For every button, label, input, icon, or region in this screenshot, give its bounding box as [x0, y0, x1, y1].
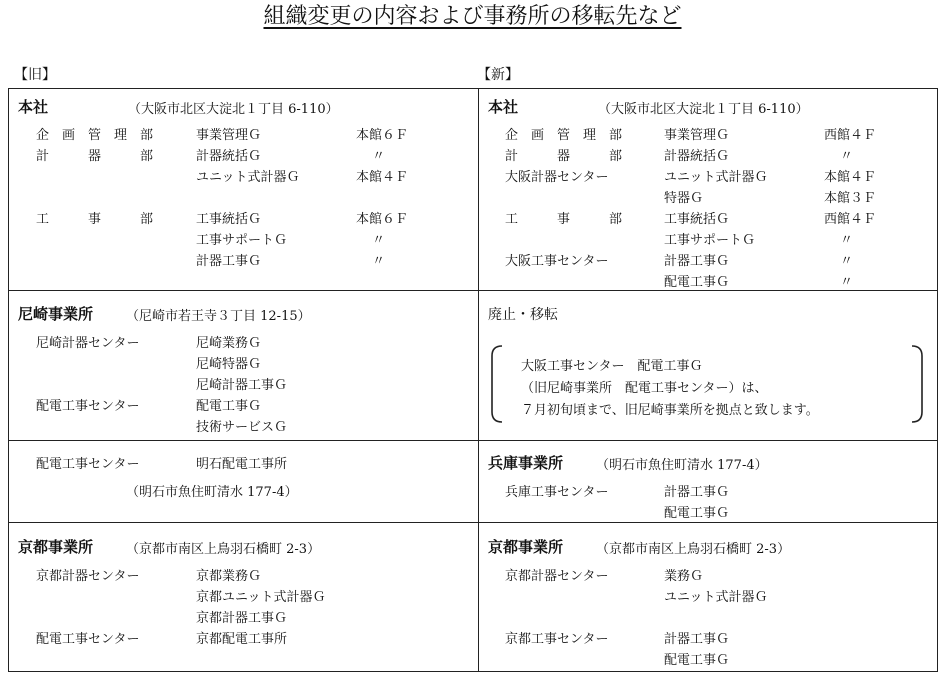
old-kyoto-group: 京都計器工事Ｇ	[196, 611, 288, 626]
old-akashi-address: （明石市魚住町清水 177-4）	[126, 485, 298, 500]
new-honsha-group: 計器統括Ｇ	[664, 149, 730, 164]
new-honsha-group: 工事サポートＧ	[664, 233, 756, 248]
old-amagasaki-center: 配電工事センター	[36, 399, 140, 414]
old-honsha-group: 工事統括Ｇ	[196, 212, 262, 227]
old-honsha-dept: 企 画 管 理 部	[36, 128, 154, 143]
new-kyoto-center: 京都計器センター	[505, 569, 609, 584]
old-amagasaki-center: 尼崎計器センター	[36, 336, 140, 351]
new-honsha-location: 〃	[840, 233, 854, 248]
new-kyoto-center: 京都工事センター	[505, 632, 609, 647]
old-honsha-dept: 工 事 部	[36, 212, 154, 227]
old-amagasaki-group: 尼崎計器工事Ｇ	[196, 378, 288, 393]
new-honsha-location: 〃	[840, 149, 854, 164]
old-honsha-group: 事業管理Ｇ	[196, 128, 262, 143]
old-amagasaki-group: 尼崎業務Ｇ	[196, 336, 262, 351]
old-honsha-location: 本館６Ｆ	[356, 128, 409, 143]
row-divider-2	[8, 440, 938, 441]
new-haishi-note-line: （旧尼崎事業所 配電工事センター）は、	[521, 381, 768, 396]
new-honsha-name: 本社	[488, 98, 519, 116]
old-header: 【旧】	[14, 67, 56, 83]
old-honsha-location: 〃	[372, 233, 386, 248]
new-honsha-dept: 大阪工事センター	[505, 254, 609, 269]
old-akashi-office: 明石配電工事所	[196, 457, 288, 472]
new-honsha-group: 特器Ｇ	[664, 191, 704, 206]
old-honsha-location: 〃	[372, 254, 386, 269]
old-honsha-group: ユニット式計器Ｇ	[196, 170, 300, 185]
new-kyoto-group: 配電工事Ｇ	[664, 653, 730, 668]
new-kyoto-group: ユニット式計器Ｇ	[664, 590, 768, 605]
page-title: 組織変更の内容および事務所の移転先など	[263, 4, 682, 29]
new-haishi-note-line: 大阪工事センター 配電工事Ｇ	[521, 359, 703, 374]
old-kyoto-center: 配電工事センター	[36, 632, 140, 647]
old-kyoto-group: 京都ユニット式計器Ｇ	[196, 590, 326, 605]
old-kyoto-group: 京都業務Ｇ	[196, 569, 262, 584]
new-kyoto-address: （京都市南区上鳥羽石橋町 2-3）	[596, 542, 791, 557]
old-honsha-group: 計器統括Ｇ	[196, 149, 262, 164]
new-kyoto-name: 京都事業所	[488, 538, 564, 556]
new-kyoto-group: 業務Ｇ	[664, 569, 704, 584]
new-honsha-dept: 大阪計器センター	[505, 170, 609, 185]
new-honsha-group: ユニット式計器Ｇ	[664, 170, 768, 185]
new-haishi-note-line: ７月初旬頃まで、旧尼崎事業所を拠点と致します。	[521, 403, 819, 418]
old-kyoto-name: 京都事業所	[18, 538, 94, 556]
old-amagasaki-address: （尼崎市若王寺３丁目 12-15）	[126, 309, 311, 324]
new-hyogo-address: （明石市魚住町清水 177-4）	[596, 458, 768, 473]
new-honsha-location: 西館４Ｆ	[824, 128, 877, 143]
old-honsha-location: 本館４Ｆ	[356, 170, 409, 185]
new-honsha-dept: 工 事 部	[505, 212, 623, 227]
old-honsha-location: 〃	[372, 149, 386, 164]
old-honsha-name: 本社	[18, 98, 49, 116]
old-kyoto-address: （京都市南区上鳥羽石橋町 2-3）	[126, 542, 321, 557]
new-hyogo-center: 兵庫工事センター	[505, 485, 609, 500]
new-honsha-dept: 企 画 管 理 部	[505, 128, 623, 143]
old-kyoto-center: 京都計器センター	[36, 569, 140, 584]
new-kyoto-group: 計器工事Ｇ	[664, 632, 730, 647]
old-amagasaki-group: 配電工事Ｇ	[196, 399, 262, 414]
old-amagasaki-group: 技術サービスＧ	[196, 420, 288, 435]
row-divider-3	[8, 522, 938, 523]
new-honsha-dept: 計 器 部	[505, 149, 623, 164]
old-honsha-group: 計器工事Ｇ	[196, 254, 262, 269]
new-honsha-location: 本館４Ｆ	[824, 170, 877, 185]
new-honsha-location: 〃	[840, 254, 854, 269]
new-hyogo-group: 計器工事Ｇ	[664, 485, 730, 500]
new-honsha-group: 計器工事Ｇ	[664, 254, 730, 269]
new-honsha-address: （大阪市北区大淀北１丁目 6-110）	[598, 102, 809, 117]
old-honsha-address: （大阪市北区大淀北１丁目 6-110）	[128, 102, 339, 117]
old-akashi-center: 配電工事センター	[36, 457, 140, 472]
new-honsha-group: 配電工事Ｇ	[664, 275, 730, 290]
old-honsha-location: 本館６Ｆ	[356, 212, 409, 227]
new-honsha-location: 本館３Ｆ	[824, 191, 877, 206]
old-kyoto-group: 京都配電工事所	[196, 632, 288, 647]
column-divider	[478, 88, 479, 672]
new-honsha-group: 工事統括Ｇ	[664, 212, 730, 227]
new-honsha-location: 〃	[840, 275, 854, 290]
new-haishi-label: 廃止・移転	[488, 307, 558, 323]
new-honsha-location: 西館４Ｆ	[824, 212, 877, 227]
row-divider-1	[8, 290, 938, 291]
old-honsha-group: 工事サポートＧ	[196, 233, 288, 248]
new-honsha-group: 事業管理Ｇ	[664, 128, 730, 143]
old-amagasaki-name: 尼崎事業所	[18, 305, 94, 323]
old-amagasaki-group: 尼崎特器Ｇ	[196, 357, 262, 372]
new-header: 【新】	[477, 67, 519, 83]
old-honsha-dept: 計 器 部	[36, 149, 154, 164]
new-hyogo-name: 兵庫事業所	[488, 454, 564, 472]
new-hyogo-group: 配電工事Ｇ	[664, 506, 730, 521]
